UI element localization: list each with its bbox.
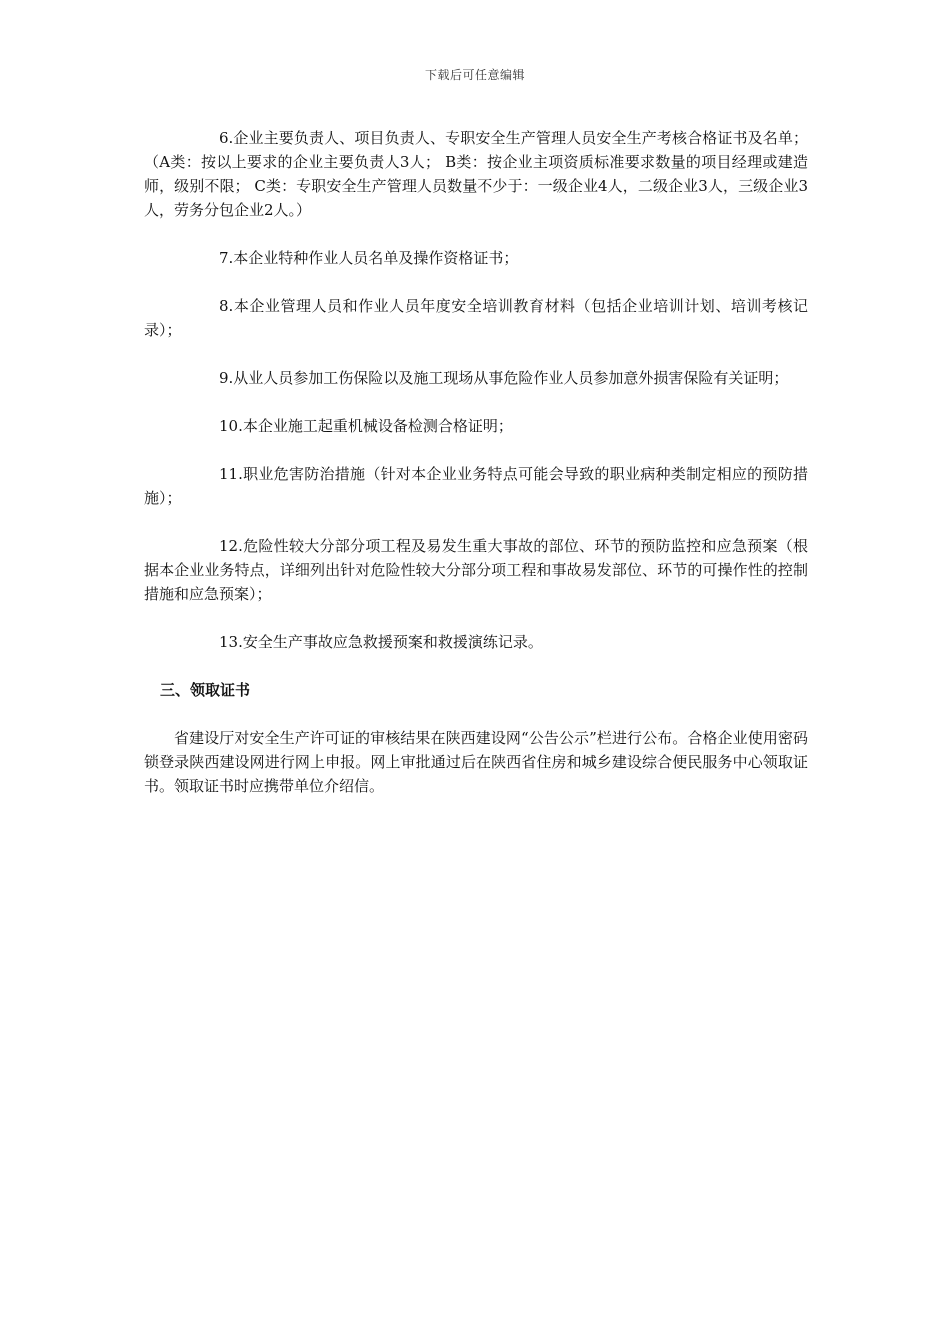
list-item-11: 11.职业危害防治措施（针对本企业业务特点可能会导致的职业病种类制定相应的预防措施）； [144,465,808,507]
page-header: 下载后可任意编辑 [424,68,525,82]
list-item-12: 12.危险性较大分部分项工程及易发生重大事故的部位、环节的预防监控和应急预案（根据本企业业务特点，详细列出针对危险性较大分部分项工程和事故易发部位、环节的可操作性的控制措施和应急预案）； [144,537,808,603]
section-3-paragraph: 省建设厅对安全生产许可证的审核结果在陕西建设网“公告公示”栏进行公布。合格企业使用密码锁登录陕西建设网进行网上申报。网上审批通过后在陕西省住房和城乡建设综合便民服务中心领取证书。领取证书时应携带单位介绍信。 [144,729,808,795]
section-heading-3: 三、领取证书 [160,681,251,699]
document-body [144,126,808,822]
list-item-10: 10.本企业施工起重机械设备检测合格证明； [219,417,513,435]
list-item-13: 13.安全生产事故应急救援预案和救援演练记录。 [219,633,543,651]
list-item-7: 7.本企业特种作业人员名单及操作资格证书； [219,249,519,267]
list-item-8: 8.本企业管理人员和作业人员年度安全培训教育材料（包括企业培训计划、培训考核记录）； [144,297,808,339]
list-item-6: 6.企业主要负责人、项目负责人、专职安全生产管理人员安全生产考核合格证书及名单；（A类：按以上要求的企业主要负责人3人； B类：按企业主项资质标准要求数量的项目经理或建造师，级别不限； C类：专职安全生产管理人员数量不少于：一级企业4人，二级企业3人，三级企业3人，劳务分包企业2人。） [144,129,808,219]
list-item-9: 9.从业人员参加工伤保险以及施工现场从事危险作业人员参加意外损害保险有关证明； [219,369,789,387]
